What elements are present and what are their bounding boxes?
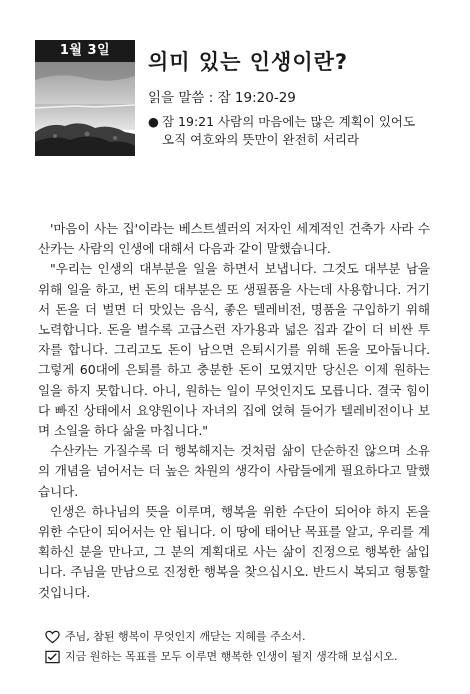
- action-text: 지금 원하는 목표를 모두 이루면 행복한 인생이 될지 생각해 보십시오.: [65, 650, 398, 663]
- prayer-text: 주님, 참된 행복이 무엇인지 깨닫는 지혜를 주소서.: [65, 630, 306, 643]
- heart-icon: [45, 630, 60, 644]
- body-paragraph: "우리는 인생의 대부분을 일을 하면서 보냅니다. 그것도 대부분 남을 위해 일을 하고, 번 돈의 대부분은 또 생필품을 사는데 사용합니다. 거기서 돈을 더 벌면 더 맛있는 음식, 좋은 텔레비전, 명품을 구입하기 위해 노력합니다. 돈을 벌수록 고급스런 자가용과 넓은 집과 같이 더 비싼 투자를 합니다. 그리고도 돈이 남으면 은퇴시기를 위해 돈을 모아둡니다. 그렇게 60대에 은퇴를 하고 충분한 돈이 모였지만 당신은 이제 원하는 일을 하지 못합니다. 아니, 원하는 일이 무엇인지도 모릅니다. 결국 힘이 다 빠진 상태에서 요양원이나 자녀의 집에 얹혀 들어가 텔레비전이나 보며 소일을 하다 삶을 마칩니다.": [38, 261, 430, 439]
- checklist-icon: [45, 650, 60, 664]
- seaside-photo: [35, 62, 135, 156]
- scripture-reading: 읽을 말씀 : 잠 19:20-29: [148, 90, 296, 106]
- body-paragraph: 수산카는 가질수록 더 행복해지는 것처럼 삶이 단순하진 않으며 소유의 개념을 넘어서는 더 높은 차원의 생각이 사람들에게 필요하다고 말했습니다.: [38, 443, 430, 499]
- devotional-body: [38, 219, 430, 603]
- action-line: [45, 647, 445, 667]
- key-verse: [148, 113, 428, 149]
- prayer-line: [45, 627, 445, 647]
- body-paragraph: '마음이 사는 집'이라는 베스트셀러의 저자인 세계적인 건축가 사라 수산카는 사람의 인생에 대해서 다음과 같이 말했습니다.: [38, 221, 430, 257]
- page-title: 의미 있는 인생이란?: [148, 50, 349, 74]
- prayer-section: [45, 627, 445, 667]
- verse-text: 잠 19:21 사람의 마음에는 많은 계획이 있어도 오직 여호와의 뜻만이 완전히 서리라: [162, 114, 416, 147]
- verse-bullet: ●: [148, 114, 159, 129]
- body-paragraph: 인생은 하나님의 뜻을 이루며, 행복을 위한 수단이 되어야 하지 돈을 위한 수단이 되어서는 안 됩니다. 이 땅에 태어난 목표를 알고, 우리를 계획하신 분을 만나고, 그 분의 계획대로 사는 삶이 진정으로 행복한 삶입니다. 주님을 만남으로 진정한 행복을 찾으십시오. 반드시 복되고 형통할 것입니다.: [38, 503, 430, 600]
- date-label: 1월 3일: [35, 40, 135, 62]
